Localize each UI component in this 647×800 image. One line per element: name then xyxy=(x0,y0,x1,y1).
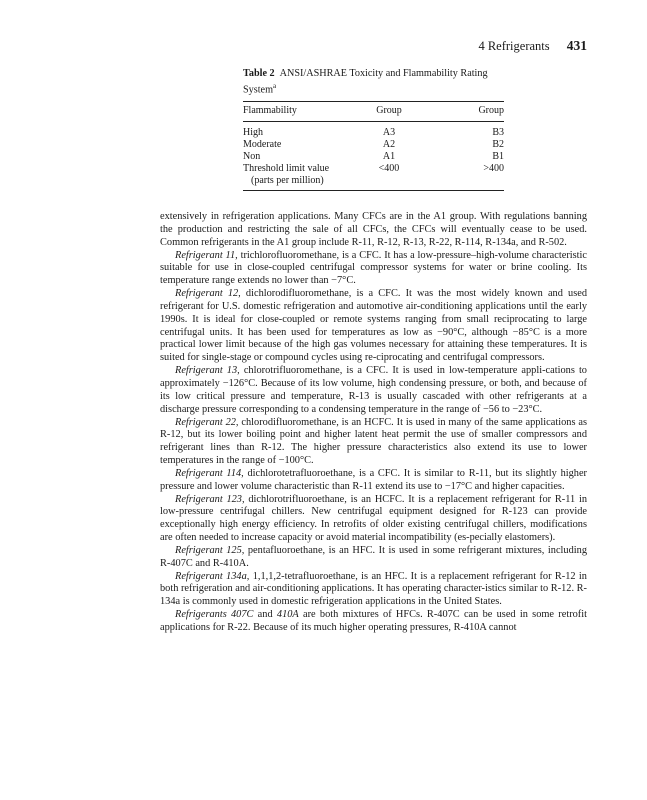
cell-group-a: A3 xyxy=(382,127,396,139)
table-row xyxy=(243,175,504,187)
cell-group-b: B1 xyxy=(492,151,504,163)
paragraph-lead: Refrigerant 125, xyxy=(175,544,245,556)
table-header-row xyxy=(243,105,504,117)
paragraph-refrigerant-22: Refrigerant 22, chlorodifluoromethane, is an HCFC. It is used in many of the same applications as R-12, but its lower boiling point and higher latent heat permit the use of smaller compressors and refrigerant lines than R-12. The higher pressure characteristics also extend its use to lower temperatures in the range of −100°C. xyxy=(160,416,587,467)
paragraph: extensively in refrigeration applications. Many CFCs are in the A1 group. With regulations banning the production and restricting the sale of all CFCs, the CFCs will eventually cease to be used. Common refrigerants in the A1 group include R-11, R-12, R-13, R-22, R-114, R-134a, and R-502. xyxy=(160,211,587,248)
cell-group-a: A1 xyxy=(382,151,396,163)
table-label: Table 2 xyxy=(243,68,275,79)
table-2 xyxy=(243,68,504,191)
table-title: ANSI/ASHRAE Toxicity and Flammability Rating System xyxy=(243,68,488,96)
paragraph-lead: Refrigerant 114, xyxy=(175,467,244,479)
cell-group-a: A2 xyxy=(382,139,396,151)
page-number: 431 xyxy=(566,38,587,53)
column-header-group-a: Group xyxy=(376,105,402,117)
paragraph-lead: Refrigerant 13, xyxy=(175,365,240,377)
row-label: Moderate xyxy=(243,139,282,151)
table-row xyxy=(243,151,504,163)
table-top-rule xyxy=(243,101,504,102)
paragraph-refrigerants-407c-410a: Refrigerants 407C and 410A are both mixtures of HFCs. R-407C can be used in some retrofit applications for R-22. Because of its much higher operating pressures, R-410A cannot xyxy=(160,609,588,633)
paragraph-refrigerant-11: Refrigerant 11, trichlorofluoromethane, is a CFC. It has a low-pressure–high-volume characteristic suitable for use in close-coupled centrifugal compressor systems for water or brine cooling. Its temperature range extends no lower than −7°C. xyxy=(160,249,588,287)
cell-group-b: B3 xyxy=(492,127,504,139)
page-header xyxy=(160,38,587,54)
cell-group-b: >400 xyxy=(483,163,504,175)
paragraph-lead: Refrigerant 134a, xyxy=(175,570,250,582)
table-row xyxy=(243,139,504,151)
table-caption xyxy=(243,68,504,96)
paragraph-lead: Refrigerants 407C xyxy=(175,609,254,621)
paragraph-refrigerant-12: Refrigerant 12, dichlorodifluoromethane, is a CFC. It was the most widely known and used refrigerant for U.S. domestic refrigeration and automotive air-conditioning applications until the early 1990s. It is ideal for close-coupled or remote systems ranging from small reciprocating to large centrifugal units. It has been used for temperatures as low as −90°C, although −85°C is a more practical lower limit because of the high gas volumes necessary for attaining these temperatures. It is suited for single-stage or compound cycles using re-ciprocating and centrifugal compressors. xyxy=(160,288,587,364)
table-row xyxy=(243,127,504,139)
paragraph-lead: Refrigerant 123, xyxy=(175,493,245,505)
paragraph-lead: Refrigerant 11, xyxy=(175,249,238,261)
row-label: Non xyxy=(243,151,261,163)
paragraph-lead-2: 410A xyxy=(276,609,299,621)
cell-group-b: B2 xyxy=(492,139,504,151)
body-text xyxy=(160,211,587,635)
paragraph-refrigerant-123: Refrigerant 123, dichlorotrifluoroethane, is an HCFC. It is a replacement refrigerant for R-11 in low-pressure centrifugal chillers. New centrifugal equipment designed for R-123 can provide exceptionally high energy efficiency. In retrofits of older existing centrifugal chillers, modifications are often needed to increase capacity or avoid material incompatibility (es-pecially elastomers). xyxy=(160,493,587,544)
paragraph-refrigerant-125: Refrigerant 125, pentafluoroethane, is an HFC. It is used in some refrigerant mixtures, including R-407C and R-410A. xyxy=(160,544,587,569)
row-label: High xyxy=(243,127,263,139)
table-bottom-rule xyxy=(243,190,504,191)
paragraph-lead: Refrigerant 22, xyxy=(175,416,239,428)
paragraph-lead: Refrigerant 12, xyxy=(175,288,241,300)
table-row xyxy=(243,163,504,175)
paragraph-refrigerant-13: Refrigerant 13, chlorotrifluoromethane, is a CFC. It is used in low-temperature appli-cations to approximately −126°C. Because of its low volume, high condensing pressure, or both, and because of its low critical pressure and temperature, R-13 is usually cascaded with other refrigerants at a discharge pressure corresponding to a condensing temperature in the range of −56 to −23°C. xyxy=(160,365,587,415)
column-header-flammability: Flammability xyxy=(243,105,297,117)
cell-group-a: <400 xyxy=(378,163,400,175)
column-header-group-b: Group xyxy=(478,105,504,117)
row-label: (parts per million) xyxy=(251,175,324,187)
table-header-rule xyxy=(243,121,504,122)
table-footnote-mark: a xyxy=(273,82,277,90)
paragraph-refrigerant-114: Refrigerant 114, dichlorotetrafluoroethane, is a CFC. It is similar to R-11, but its slightly higher pressure and lower volume characteristic than R-11 extend its use to −17°C and higher capacities. xyxy=(160,467,588,492)
row-label: Threshold limit value xyxy=(243,163,330,175)
chapter-running-head: 4 Refrigerants xyxy=(478,39,550,53)
paragraph-refrigerant-134a: Refrigerant 134a, 1,1,1,2-tetrafluoroethane, is an HFC. It is a replacement refrigerant for R-12 in both refrigeration and air-conditioning applications. It has operating character-istics similar to R-12. R-134a is commonly used in domestic refrigeration applications in the United States. xyxy=(160,570,587,608)
